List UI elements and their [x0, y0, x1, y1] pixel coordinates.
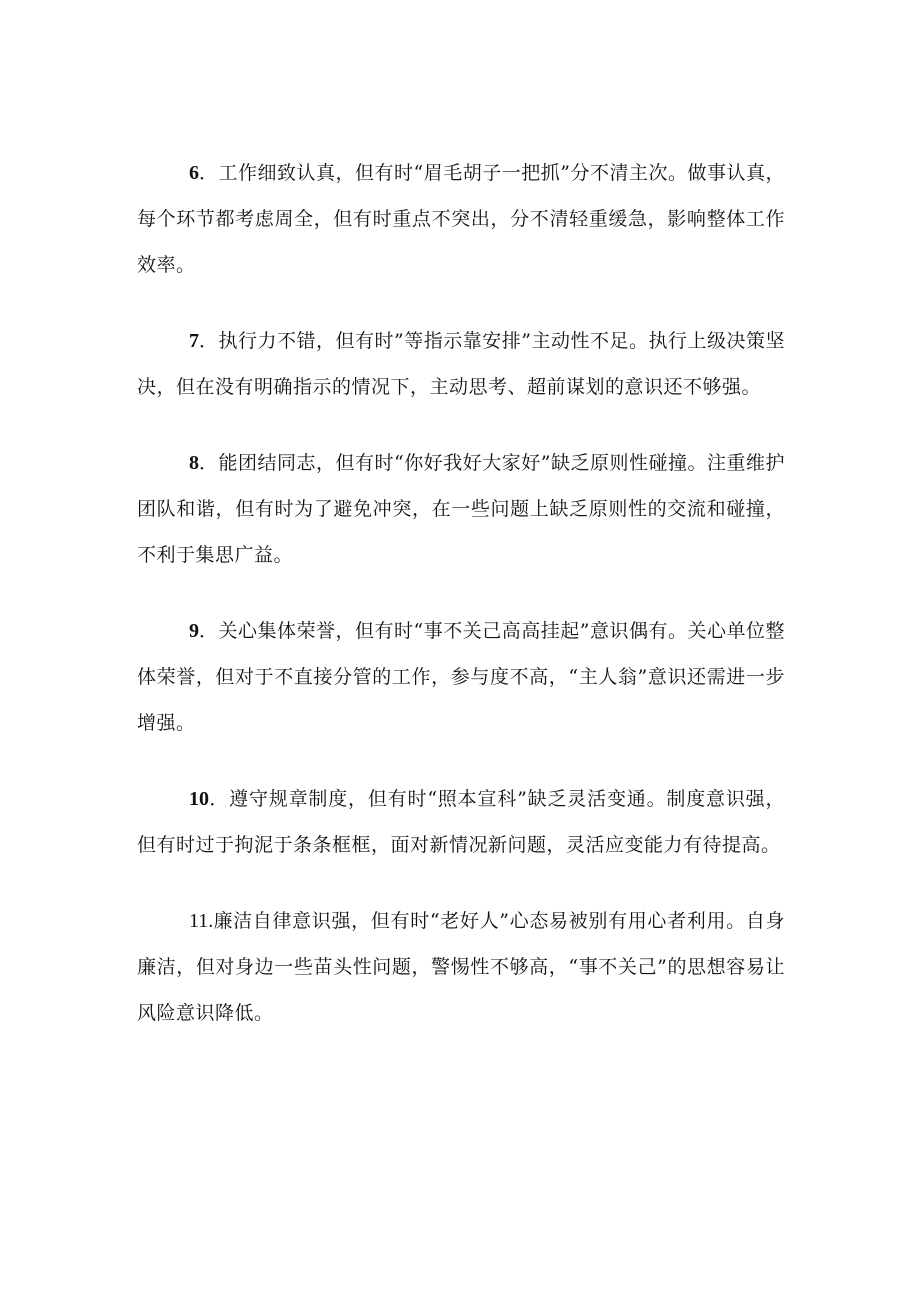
paragraph-item-9: [137, 608, 785, 746]
item-number: 9: [189, 620, 199, 642]
item-number: 6: [189, 162, 199, 184]
item-text: ．能团结同志，但有时“你好我好大家好”缺乏原则性碰撞。注重维护团队和谐，但有时为了避免冲突，在一些问题上缺乏原则性的交流和碰撞，不利于集思广益。: [137, 452, 785, 566]
item-text: ．执行力不错，但有时”等指示靠安排”主动性不足。执行上级决策坚决，但在没有明确指示的情况下，主动思考、超前谋划的意识还不够强。: [137, 330, 785, 398]
item-text: ．工作细致认真，但有时“眉毛胡子一把抓”分不清主次。做事认真，每个环节都考虑周全，但有时重点不突出，分不清轻重缓急，影响整体工作效率。: [137, 162, 785, 276]
paragraph-item-6: [137, 150, 785, 288]
item-number: 10: [189, 788, 209, 810]
paragraph-item-10: [137, 776, 785, 868]
item-text: 廉洁自律意识强，但有时“老好人”心态易被别有用心者利用。自身廉洁，但对身边一些苗头性问题，警惕性不够高，“事不关己”的思想容易让风险意识降低。: [137, 910, 785, 1024]
item-number: 7: [189, 330, 199, 352]
item-number: 11.: [189, 910, 214, 932]
paragraph-item-11: [137, 898, 785, 1036]
item-number: 8: [189, 452, 199, 474]
paragraph-item-7: [137, 318, 785, 410]
document-body: [137, 150, 785, 1066]
paragraph-item-8: [137, 440, 785, 578]
item-text: ．关心集体荣誉，但有时“事不关己高高挂起”意识偶有。关心单位整体荣誉，但对于不直接分管的工作，参与度不高，“主人翁”意识还需进一步增强。: [137, 620, 785, 734]
item-text: ．遵守规章制度，但有时“照本宣科”缺乏灵活变通。制度意识强，但有时过于拘泥于条条框框，面对新情况新问题，灵活应变能力有待提高。: [137, 788, 785, 856]
